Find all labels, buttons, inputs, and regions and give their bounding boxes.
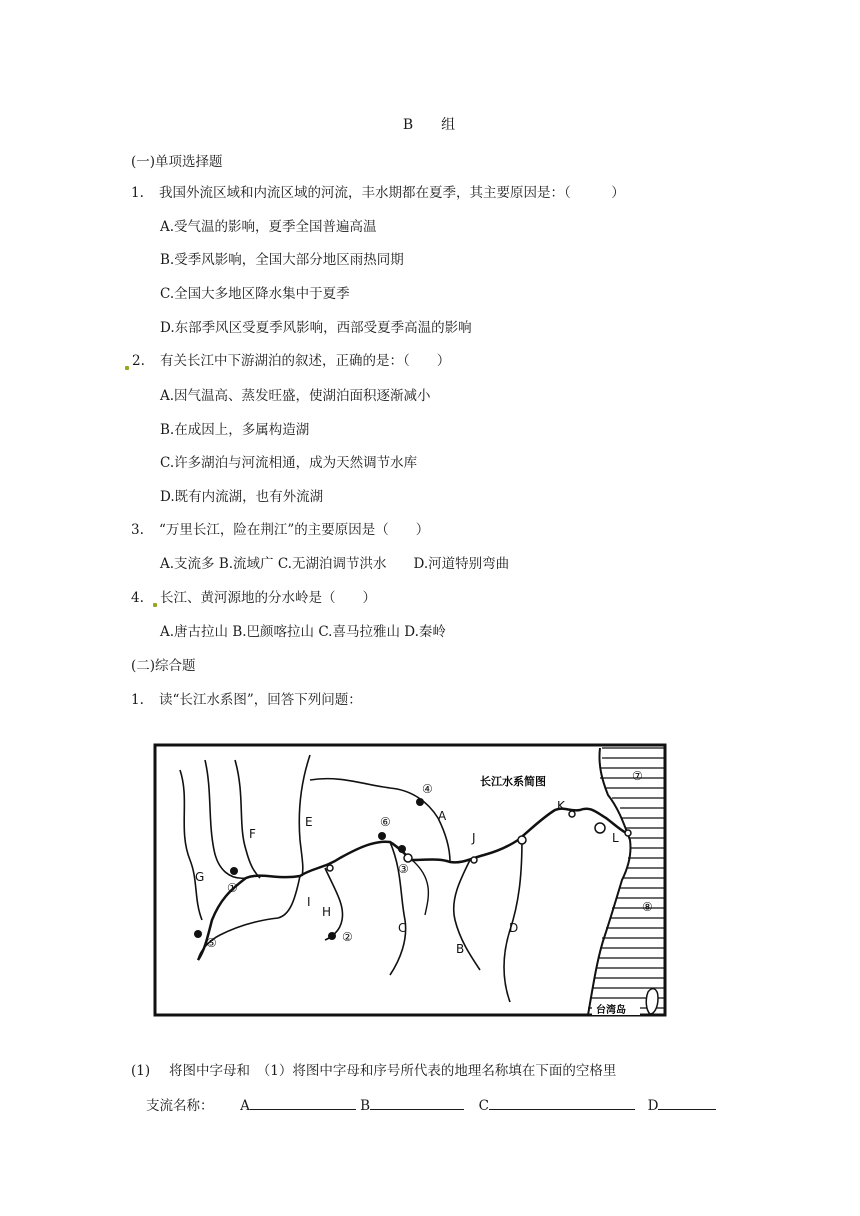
blank-c[interactable] bbox=[489, 1096, 635, 1110]
map-label-l: L bbox=[612, 831, 619, 845]
fill-b-letter: B bbox=[360, 1098, 371, 1114]
fill-label: 支流名称： bbox=[146, 1098, 214, 1114]
question-number: 2. bbox=[132, 353, 145, 369]
question-number: 4. bbox=[131, 590, 144, 606]
fill-c-letter: C bbox=[478, 1098, 489, 1114]
group-word: 组 bbox=[441, 117, 458, 133]
question-number: 3. bbox=[131, 522, 144, 538]
sub-question-text: 将图中字母和 （1）将图中字母和序号所代表的地理名称填在下面的空格里 bbox=[169, 1063, 617, 1079]
yangtze-river-map bbox=[150, 740, 670, 1020]
mark-dot bbox=[125, 366, 129, 370]
q1-option-a: A.受气温的影响，夏季全国普遍高温 bbox=[160, 219, 377, 235]
question-text: “万里长江，险在荆江”的主要原因是（ ） bbox=[159, 522, 430, 538]
map-number-8: ⑧ bbox=[642, 900, 653, 914]
map-label-i: I bbox=[307, 895, 311, 909]
q1-option-d: D.东部季风区受夏季风影响，西部受夏季高温的影响 bbox=[160, 320, 472, 336]
question-3 bbox=[131, 518, 429, 538]
map-number-3: ③ bbox=[398, 862, 409, 876]
comprehensive-question-1 bbox=[131, 688, 362, 708]
map-label-b: B bbox=[456, 942, 465, 956]
lake-dongting bbox=[404, 854, 412, 862]
question-number: 1. bbox=[131, 185, 144, 201]
blank-b[interactable] bbox=[370, 1096, 464, 1110]
fill-a-letter: A bbox=[240, 1098, 250, 1114]
map-number-6: ⑥ bbox=[380, 815, 391, 829]
q2-option-c: C.许多湖泊与河流相通，成为天然调节水库 bbox=[160, 455, 418, 471]
map-number-7: ⑦ bbox=[632, 769, 643, 783]
map-label-j: J bbox=[472, 831, 476, 845]
question-4 bbox=[131, 586, 376, 607]
question-2 bbox=[131, 349, 450, 370]
map-label-e: E bbox=[305, 815, 313, 829]
group-title bbox=[0, 114, 860, 134]
map-number-2: ② bbox=[342, 930, 353, 944]
q1-option-b: B.受季风影响，全国大部分地区雨热同期 bbox=[160, 252, 404, 268]
q2-option-d: D.既有内流湖，也有外流湖 bbox=[160, 489, 324, 505]
blank-d[interactable] bbox=[658, 1096, 716, 1110]
question-1 bbox=[131, 181, 625, 201]
lake-tai bbox=[595, 823, 605, 833]
q1-option-c: C.全国大多地区降水集中于夏季 bbox=[160, 286, 350, 302]
map-number-5: ⑤ bbox=[206, 936, 217, 950]
map-label-c: C bbox=[398, 921, 407, 935]
map-title: 长江水系简图 bbox=[480, 775, 546, 788]
question-text: 长江、黄河源地的分水岭是（ ） bbox=[160, 590, 376, 606]
mark-dot bbox=[153, 603, 157, 607]
map-label-g: G bbox=[195, 870, 205, 884]
sub-question-1 bbox=[131, 1059, 616, 1079]
question-text: 我国外流区域和内流区域的河流，丰水期都在夏季，其主要原因是：（ ） bbox=[159, 185, 625, 201]
fill-d-letter: D bbox=[647, 1098, 659, 1114]
map-label-f: F bbox=[249, 827, 256, 841]
map-label-d: D bbox=[509, 921, 519, 935]
fill-in-tributaries bbox=[146, 1094, 716, 1114]
map-label-k: K bbox=[557, 799, 565, 813]
q4-options: A.唐古拉山 B.巴颜喀拉山 C.喜马拉雅山 D.秦岭 bbox=[160, 624, 446, 640]
blank-a[interactable] bbox=[250, 1096, 356, 1110]
question-text: 读“长江水系图”，回答下列问题： bbox=[159, 692, 362, 708]
q3-options: A.支流多 B.流域广 C.无湖泊调节洪水 D.河道特别弯曲 bbox=[160, 556, 510, 572]
map-label-h: H bbox=[322, 905, 332, 919]
group-letter: B bbox=[402, 117, 416, 133]
question-text: 有关长江中下游湖泊的叙述，正确的是：（ ） bbox=[160, 353, 451, 369]
map-label-a: A bbox=[438, 809, 447, 823]
section-heading-comprehensive: (二)综合题 bbox=[131, 658, 196, 674]
map-number-1: ① bbox=[227, 881, 238, 895]
sub-question-number: (1) bbox=[131, 1063, 151, 1079]
map-label-taiwan: 台湾岛 bbox=[596, 1005, 626, 1016]
map-number-4: ④ bbox=[422, 782, 433, 796]
section-heading-single-choice: (一)单项选择题 bbox=[131, 154, 223, 170]
question-number: 1. bbox=[131, 692, 144, 708]
q2-option-b: B.在成因上，多属构造湖 bbox=[160, 422, 310, 438]
lake-poyang bbox=[518, 836, 526, 844]
q2-option-a: A.因气温高、蒸发旺盛，使湖泊面积逐渐减小 bbox=[160, 388, 431, 404]
